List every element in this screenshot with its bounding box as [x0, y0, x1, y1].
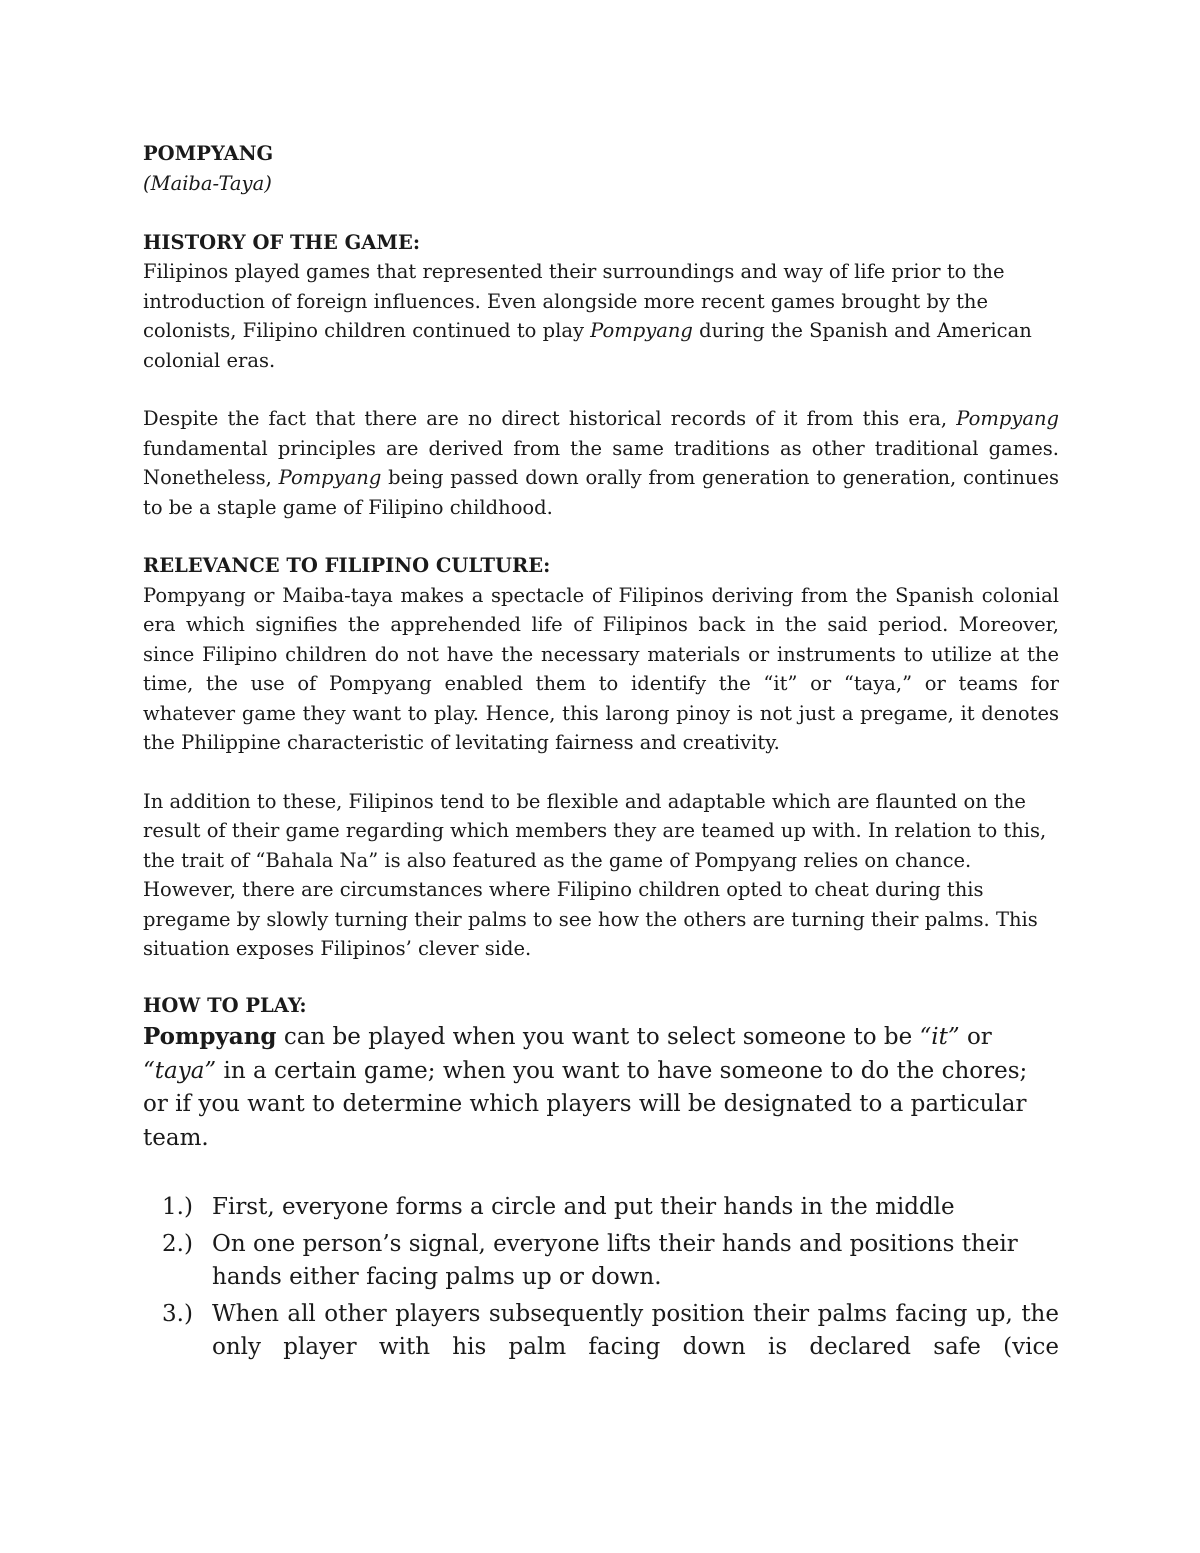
step-item — [162, 1191, 1059, 1225]
document-body — [143, 138, 1059, 1368]
how-to-play-intro-text-1: can be played when you want to select someone to be — [276, 1024, 920, 1050]
history-p2-game-name-1: Pompyang — [956, 407, 1059, 430]
how-to-play-game-name: Pompyang — [143, 1023, 277, 1050]
how-to-play-intro-text-3: in a certain game; when you want to have someone to do the chores; or if you want to determine which players will be designated to a particular team. — [143, 1057, 1028, 1151]
relevance-section — [143, 551, 1059, 964]
history-heading: HISTORY OF THE GAME: — [143, 230, 421, 254]
document-title: POMPYANG — [143, 142, 274, 165]
history-p2-game-name-2: Pompyang — [278, 466, 382, 489]
step-text: First, everyone forms a circle and put their hands in the middle — [212, 1194, 955, 1220]
history-p2-text-1: Despite the fact that there are no direct historical records of it from this era, — [143, 407, 957, 430]
history-p2-text-2: fundamental principles are derived from the same traditions as other traditional games. Nonetheless, — [143, 436, 1059, 489]
relevance-heading: RELEVANCE TO FILIPINO CULTURE: — [143, 554, 551, 577]
step-item — [162, 1228, 1059, 1295]
history-p2-text-3: being passed down orally from generation to generation, continues to be a staple game of Filipino childhood. — [143, 466, 1059, 519]
step-item — [162, 1298, 1059, 1365]
how-to-play-heading: HOW TO PLAY: — [143, 993, 307, 1017]
how-to-play-taya-term: “taya” — [143, 1057, 217, 1084]
history-p1-text-1: Filipinos played games that represented their surroundings and way of life prior to the introduction of foreign influences. Even alongside more recent games brought by the colonists, Filipino children continued to play — [143, 260, 1005, 342]
step-number: 1.) — [162, 1194, 193, 1220]
history-p1-game-name: Pompyang — [590, 319, 693, 342]
how-to-play-it-term: “it” — [919, 1024, 960, 1050]
document-subtitle: (Maiba-Taya) — [143, 172, 272, 195]
history-paragraph-1 — [143, 257, 1059, 375]
history-section — [143, 228, 1059, 523]
step-text: When all other players subsequently position their palms facing up, the only player with his palm facing down is declared safe (vice — [212, 1300, 1059, 1360]
how-to-play-intro-text-2: or — [959, 1024, 992, 1050]
history-paragraph-2 — [143, 404, 1059, 522]
relevance-paragraph-2: In addition to these, Filipinos tend to be flexible and adaptable which are flaunted on the result of their game regarding which members they are teamed up with. In relation to this, the trait of “Bahala Na” is also featured as the game of Pompyang relies on chance. However, there are circumstances where Filipino children opted to cheat during this pregame by slowly turning their palms to see how the others are turning their palms. This situation exposes Filipinos’ clever side. — [143, 789, 1047, 960]
step-text: On one person’s signal, everyone lifts their hands and positions their hands either facing palms up or down. — [212, 1230, 1018, 1290]
steps-list — [143, 1191, 1059, 1365]
how-to-play-intro — [143, 1020, 1059, 1155]
relevance-paragraph-1: Pompyang or Maiba-taya makes a spectacle of Filipinos deriving from the Spanish colonial era which signifies the apprehended life of Filipinos back in the said period. Moreover, since Filipino children do not have the necessary materials or instruments to utilize at the time, the use of Pompyang enabled them to identify the “it” or “taya,” or teams for whatever game they want to play. Hence, this larong pinoy is not just a pregame, it denotes the Philippine characteristic of levitating fairness and creativity. — [143, 583, 1059, 754]
history-p1-text-2: during the Spanish and American colonial eras. — [143, 319, 1032, 372]
step-number: 3.) — [162, 1300, 193, 1327]
step-number: 2.) — [162, 1230, 193, 1257]
how-to-play-section — [143, 991, 1059, 1365]
